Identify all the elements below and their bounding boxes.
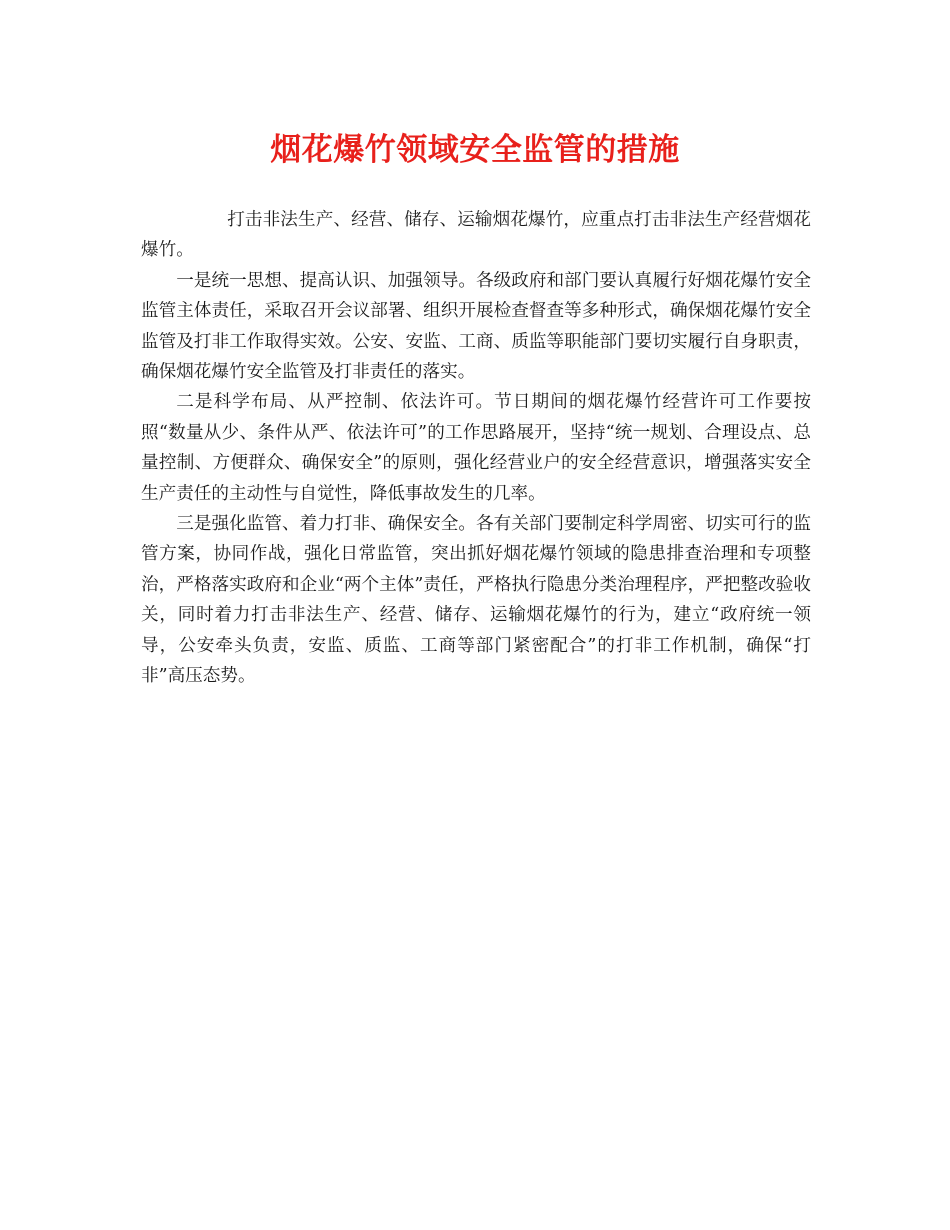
paragraph-two: 二是科学布局、从严控制、依法许可。节日期间的烟花爆竹经营许可工作要按照“数量从少、条件从严、依法许可”的工作思路展开，坚持“统一规划、合理设点、总量控制、方便群众、确保安全”的原则，强化经营业户的安全经营意识，增强落实安全生产责任的主动性与自觉性，降低事故发生的几率。: [141, 392, 811, 504]
paragraph-three: 三是强化监管、着力打非、确保安全。各有关部门要制定科学周密、切实可行的监管方案，协同作战，强化日常监管，突出抓好烟花爆竹领域的隐患排查治理和专项整治，严格落实政府和企业“两个主体”责任，严格执行隐患分类治理程序，严把整改验收关，同时着力打击非法生产、经营、储存、运输烟花爆竹的行为，建立“政府统一领导，公安牵头负责，安监、质监、工商等部门紧密配合”的打非工作机制，确保“打非”高压态势。: [141, 514, 811, 687]
paragraph-one: 一是统一思想、提高认识、加强领导。各级政府和部门要认真履行好烟花爆竹安全监管主体责任，采取召开会议部署、组织开展检查督查等多种形式，确保烟花爆竹安全监管及打非工作取得实效。公安、安监、工商、质监等职能部门要切实履行自身职责，确保烟花爆竹安全监管及打非责任的落实。: [141, 270, 811, 383]
document-body: [141, 205, 811, 692]
paragraph-intro: 打击非法生产、经营、储存、运输烟花爆竹，应重点打击非法生产经营烟花爆竹。: [141, 210, 811, 261]
document-title: 烟花爆竹领域安全监管的措施: [270, 132, 680, 168]
